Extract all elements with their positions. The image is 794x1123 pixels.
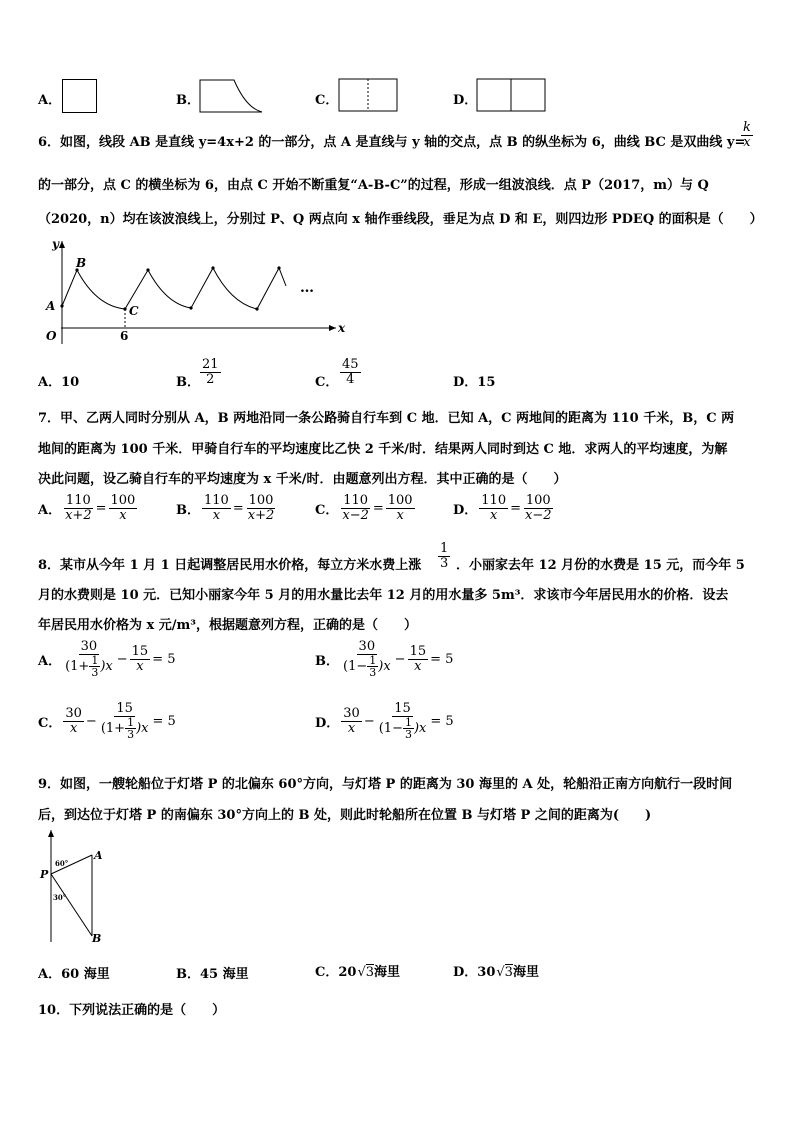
q5-option-d-label: D． [453,93,478,108]
q6-label-6: 6 [120,329,129,343]
q7-option-b: B． $\frac{110}{x}$ = $\frac{100}{x+2}$ [176,493,275,523]
q6-option-a: A．10 [38,375,80,390]
q6-label-c: C [129,304,139,318]
q9-line-2: 后，到达位于灯塔 P 的南偏东 30°方向上的 B 处，则此时轮船所在位置 B 与灯塔 P 之间的距离为( ) [38,808,652,823]
q8-option-d: D． $\frac{30}{x}$ − 15 (1− $\frac{1}{3}$ )x = 5 [315,701,454,742]
q9-label-a: A [94,849,103,862]
q9-option-c: C．20 √ 3 海里 [315,965,401,980]
q7-option-d: D． $\frac{110}{x}$ = $\frac{100}{x-2}$ [453,493,552,523]
q6-option-b-fraction: $\frac{21}{2}$ [202,357,219,387]
q8-line-3: 年居民用水价格为 x 元/m³，根据题意列方程，正确的是（ ） [38,618,417,633]
q9-line-1: 9．如图，一艘轮船位于灯塔 P 的北偏东 60°方向，与灯塔 P 的距离为 30 海里的 A 处，轮船沿正南方向航行一段时间 [38,777,733,792]
q9-label-60: 60° [55,859,69,868]
q6-option-c-fraction: $\frac{45}{4}$ [342,357,359,387]
q6-label-ellipsis: … [300,280,314,296]
q5-option-b-figure [198,78,264,114]
q6-line-2: 的一部分，点 C 的横坐标为 6，由点 C 开始不断重复“A-B-C”的过程，形成一组波浪线．点 P（2017，m）与 Q [38,178,709,193]
q6-label-x: x [338,321,346,335]
q6-option-b-label: B． [176,375,200,390]
q6-line-1: 6．如图，线段 AB 是直线 y=4x+2 的一部分，点 A 是直线与 y 轴的交点，点 B 的纵坐标为 6，曲线 BC 是双曲线 y= [38,135,746,150]
q6-label-y: y [52,237,59,251]
q5-option-d-figure [476,78,548,114]
q8-line-2: 月的水费则是 10 元．已知小丽家今年 5 月的用水量比去年 12 月的用水量多 5m³．求该市今年居民用水的价格．设去 [38,588,729,603]
q5-option-c-label: C． [315,93,339,108]
q6-label-o: O [46,329,57,343]
q9-option-b: B．45 海里 [176,967,249,982]
q7-line-1: 7．甲、乙两人同时分别从 A，B 两地沿同一条公路骑自行车到 C 地．已知 A，C 两地间的距离为 110 千米，B，C 两 [38,411,735,426]
q9-label-30: 30° [53,893,67,902]
q7-option-a: A． $\frac{110}{x+2}$ = $\frac{100}{x}$ [38,493,136,523]
q10-line-1: 10．下列说法正确的是（ ） [38,1003,226,1018]
q6-k-over-x: $\frac{k}{x}$ [743,120,751,150]
q6-option-d: D．15 [453,375,496,390]
q7-line-2: 地间的距离为 100 千米．甲骑自行车的平均速度比乙快 2 千米/时．结果两人同时到达 C 地．求两人的平均速度，为解 [38,442,728,457]
q9-option-d: D．30 √ 3 海里 [453,965,539,980]
q7-line-3: 决此问题，设乙骑自行车的平均速度为 x 千米/时．由题意列出方程．其中正确的是（ ） [38,472,567,487]
q9-label-b: B [92,932,102,944]
q9-label-p: P [40,868,49,881]
q8-line-1b: ．小丽家去年 12 月份的水费是 15 元，而今年 5 [456,558,745,573]
q5-option-a-label: A． [38,93,62,108]
q6-label-a: A [46,299,56,313]
q8-option-c: C． $\frac{30}{x}$ − 15 (1+ $\frac{1}{3}$ )x = 5 [38,701,176,742]
q6-option-c-label: C． [315,375,339,390]
q8-line-1a: 8．某市从今年 1 月 1 日起调整居民用水价格，每立方米水费上涨 [38,558,422,573]
q9-lighthouse-figure [36,828,116,944]
q6-line-3: （2020，n）均在该波浪线上，分别过 P、Q 两点向 x 轴作垂线段，垂足为点 D 和 E，则四边形 PDEQ 的面积是（ ） [38,212,763,227]
q8-option-b: B． 30 (1− $\frac{1}{3}$ )x − $\frac{15}{x}$ = 5 [315,639,454,680]
q5-option-b-label: B． [176,93,200,108]
q8-rise-fraction: $\frac{1}{3}$ [440,541,449,571]
q6-label-b: B [76,256,87,270]
q5-option-c-figure [338,78,400,114]
q9-option-a: A．60 海里 [38,967,110,982]
q7-option-c: C． $\frac{110}{x-2}$ = $\frac{100}{x}$ [315,493,413,523]
q6-wave-figure [36,236,356,346]
q5-option-a-square [62,79,97,113]
q8-option-a: A． 30 (1+ $\frac{1}{3}$ )x − $\frac{15}{x}$ = 5 [38,639,176,680]
